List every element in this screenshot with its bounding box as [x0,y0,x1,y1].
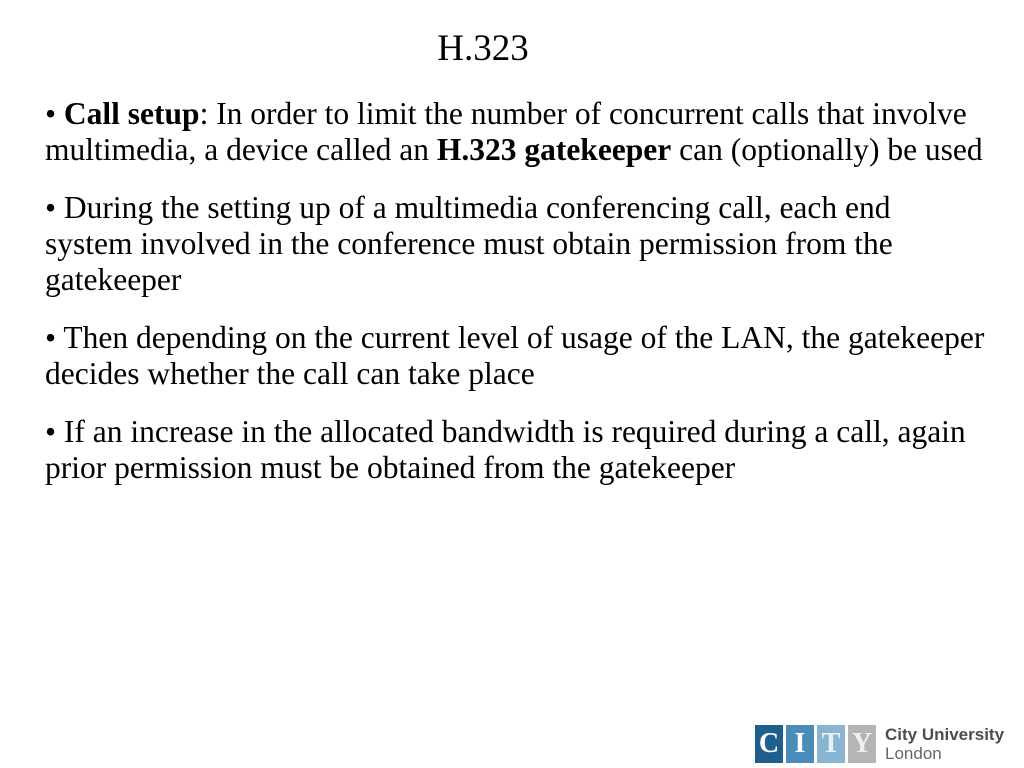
bullet-permission [45,190,985,298]
bullet-marker: • [45,414,57,449]
bullet-text: If an increase in the allocated bandwidth is required during a call, again prior permission must be obtained from the gatekeeper [45,414,966,485]
logo-tile-c: C [755,725,783,763]
bullet-marker: • [45,320,57,355]
slide-title: H.323 [437,28,529,69]
logo-line-2: London [885,744,942,763]
bullet-text: Then depending on the current level of usage of the LAN, the gatekeeper decides whether the call can take place [45,320,985,391]
logo-tiles [755,725,876,763]
bullet-text: During the setting up of a multimedia conferencing call, each end system involved in the conference must obtain permission from the gatekeeper [45,190,893,297]
logo-line-1: City University [885,725,1005,744]
logo-text [885,725,1004,763]
bullet-list [45,96,985,508]
bullet-text: can (optionally) be used [671,132,983,167]
bullet-text: : In order to limit the number of concurrent calls that involve multimedia, a device called an [45,96,967,167]
logo-tile-i: I [786,725,814,763]
bullet-call-setup [45,96,985,168]
bullet-term: Call setup [63,96,200,131]
bullet-marker: • [45,96,57,131]
bullet-marker: • [45,190,57,225]
bullet-lan-usage [45,320,985,392]
logo-tile-t: T [817,725,845,763]
bullet-bandwidth [45,414,985,486]
bullet-term: H.323 gatekeeper [436,132,672,167]
logo-tile-y: Y [848,725,876,763]
city-university-logo [755,724,1004,764]
